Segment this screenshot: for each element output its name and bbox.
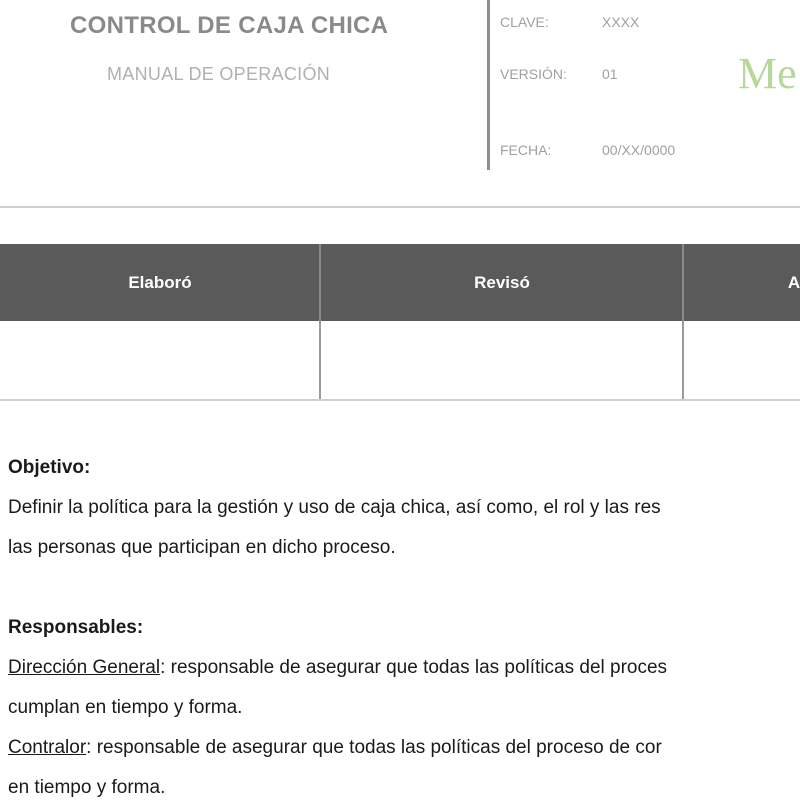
version-value: 01 bbox=[602, 66, 618, 82]
responsable-description-cont: en tiempo y forma. bbox=[8, 777, 166, 798]
version-label: VERSIÓN: bbox=[500, 66, 567, 82]
header-divider bbox=[487, 0, 490, 170]
objetivo-heading: Objetivo: bbox=[8, 457, 91, 478]
cell-divider bbox=[682, 321, 684, 401]
document-body bbox=[8, 448, 800, 800]
approval-table bbox=[0, 244, 800, 401]
responsable-description: : responsable de asegurar que todas las políticas del proces bbox=[160, 657, 668, 678]
table-bottom-border bbox=[0, 399, 800, 401]
objetivo-text-line: Definir la política para la gestión y uso de caja chica, así como, el rol y las res bbox=[8, 497, 661, 518]
responsable-item bbox=[8, 648, 800, 688]
fecha-label: FECHA: bbox=[500, 142, 552, 158]
header-separator bbox=[0, 206, 800, 208]
document-subtitle: MANUAL DE OPERACIÓN bbox=[107, 64, 331, 84]
clave-label: CLAVE: bbox=[500, 14, 549, 30]
blank-line bbox=[8, 568, 800, 608]
responsable-role: Dirección General bbox=[8, 657, 161, 678]
document-title: CONTROL DE CAJA CHICA bbox=[70, 12, 389, 39]
column-header-reviso: Revisó bbox=[474, 272, 530, 292]
company-logo: Me bbox=[738, 49, 797, 98]
responsable-description: : responsable de asegurar que todas las políticas del proceso de cor bbox=[86, 737, 662, 758]
fecha-value: 00/XX/0000 bbox=[602, 142, 676, 158]
responsable-description-cont: cumplan en tiempo y forma. bbox=[8, 697, 243, 718]
responsable-item bbox=[8, 728, 800, 768]
column-header-elaboro: Elaboró bbox=[128, 272, 192, 292]
column-divider bbox=[319, 244, 321, 321]
column-header-aprobo: A bbox=[787, 272, 800, 292]
responsable-role: Contralor bbox=[8, 737, 87, 758]
responsables-heading: Responsables: bbox=[8, 617, 144, 638]
column-divider bbox=[682, 244, 684, 321]
clave-value: XXXX bbox=[602, 14, 640, 30]
objetivo-text-line: las personas que participan en dicho proceso. bbox=[8, 537, 396, 558]
cell-divider bbox=[319, 321, 321, 401]
